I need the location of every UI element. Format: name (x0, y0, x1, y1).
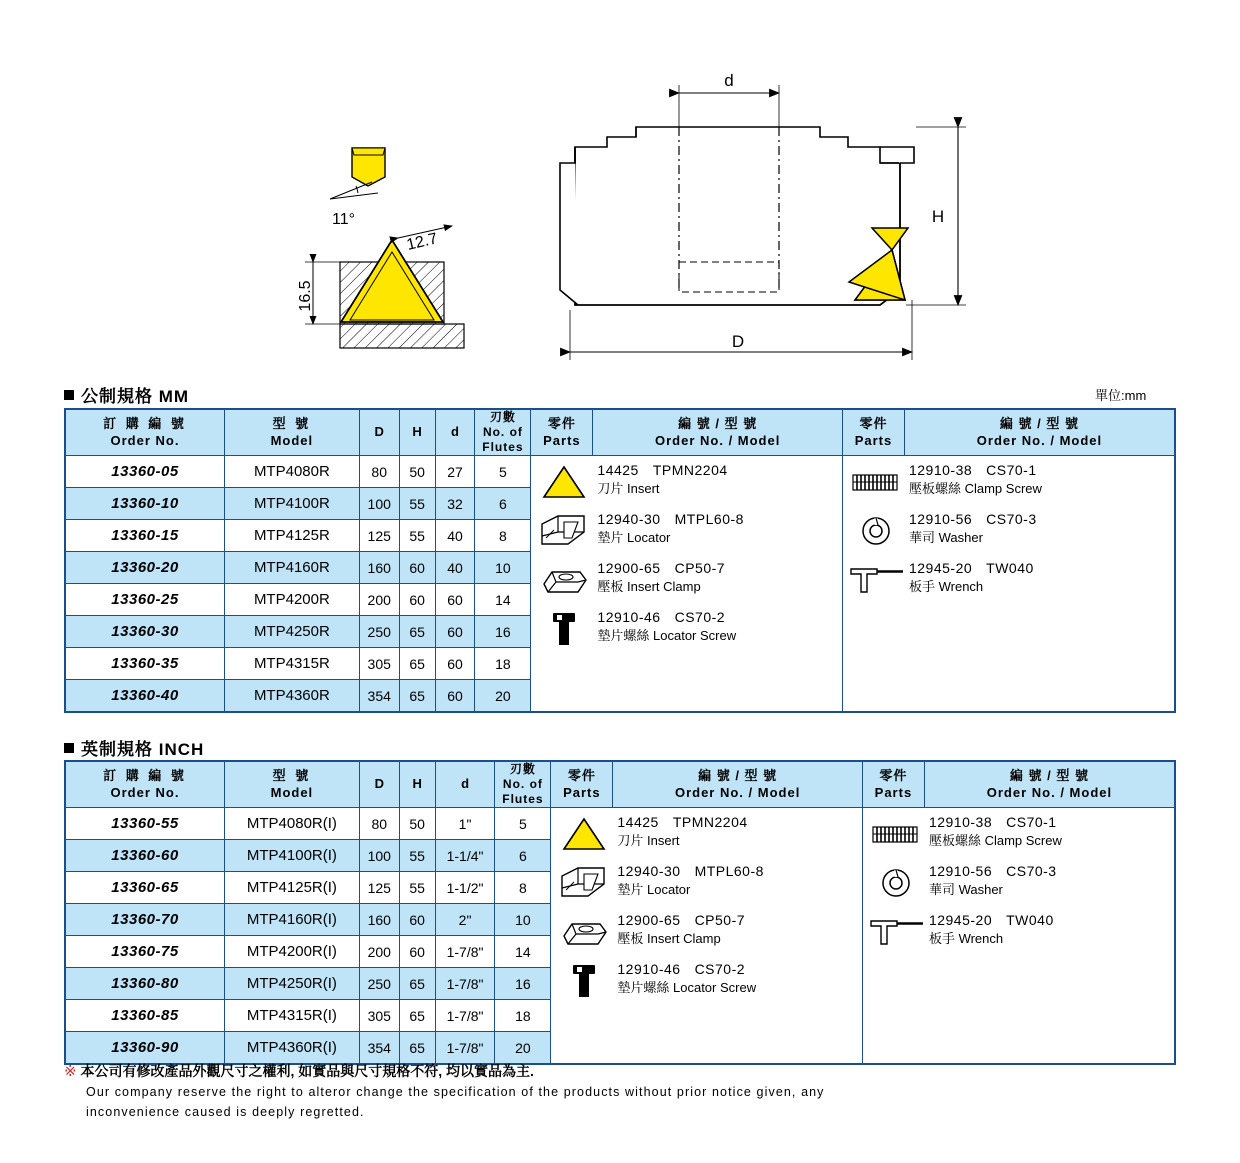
cell-order-no: 13360-35 (65, 648, 225, 680)
cell-order-no: 13360-20 (65, 552, 225, 584)
svg-text:12.7: 12.7 (405, 230, 440, 254)
cell-model: MTP4080R(I) (225, 808, 360, 840)
cell-d: 1-7/8" (435, 968, 495, 1000)
cell-flutes: 20 (495, 1032, 551, 1065)
part-desc: 壓板 Insert Clamp (597, 579, 701, 594)
part-entry (867, 814, 1170, 854)
cell-model: MTP4315R(I) (225, 1000, 360, 1032)
triangle-insert-icon (555, 814, 613, 854)
cell-H: 65 (399, 1032, 435, 1065)
note-english-line2: inconvenience caused is deeply regretted. (86, 1104, 365, 1119)
cell-model: MTP4100R(I) (225, 840, 360, 872)
part-code: 12910-56 CS70-3 (928, 863, 1057, 879)
th-ordermodel-right: 編 號 / 型 號 Order No. / Model (904, 409, 1175, 456)
table-row (65, 808, 1175, 840)
part-desc: 壓板 Insert Clamp (617, 931, 721, 946)
metric-section-heading (64, 382, 189, 407)
cell-H: 60 (399, 584, 435, 616)
cell-flutes: 14 (495, 936, 551, 968)
cell-model: MTP4250R (225, 616, 360, 648)
part-desc: 墊片 Locator (597, 530, 671, 545)
clamp-icon (535, 560, 593, 600)
clamp-icon (555, 912, 613, 952)
svg-text:16.5: 16.5 (297, 280, 314, 312)
th-D: D (359, 761, 399, 808)
cell-d: 1-1/4" (435, 840, 495, 872)
th-order-no: 訂 購 編 號 Order No. (65, 409, 225, 456)
cell-D: 160 (359, 904, 399, 936)
th-model: 型 號 Model (225, 409, 360, 456)
part-code: 12910-56 CS70-3 (908, 511, 1037, 527)
th-parts-left: 零件 Parts (531, 409, 593, 456)
part-desc: 壓板螺絲 Clamp Screw (928, 833, 1062, 848)
cell-order-no: 13360-85 (65, 1000, 225, 1032)
cell-order-no: 13360-30 (65, 616, 225, 648)
cell-d: 27 (435, 456, 475, 488)
insert-detail-top (352, 148, 385, 186)
cell-d: 60 (435, 616, 475, 648)
th-flutes: 刃數 No. of Flutes (475, 409, 531, 456)
cell-H: 65 (399, 616, 435, 648)
part-desc: 墊片螺絲 Locator Screw (597, 628, 737, 643)
cell-model: MTP4200R(I) (225, 936, 360, 968)
part-entry (847, 560, 1170, 600)
cell-flutes: 14 (475, 584, 531, 616)
th-ordermodel-right: 編 號 / 型 號 Order No. / Model (924, 761, 1175, 808)
cell-d: 1" (435, 808, 495, 840)
cell-H: 50 (399, 456, 435, 488)
cell-D: 305 (359, 648, 399, 680)
locator-screw-icon (555, 961, 613, 1001)
cell-H: 60 (399, 904, 435, 936)
clamp-screw-icon (847, 462, 905, 502)
th-parts-right: 零件 Parts (862, 761, 924, 808)
cell-order-no: 13360-80 (65, 968, 225, 1000)
cell-flutes: 10 (475, 552, 531, 584)
cell-flutes: 5 (475, 456, 531, 488)
th-d: d (435, 761, 495, 808)
th-d: d (435, 409, 475, 456)
table-row (65, 456, 1175, 488)
metric-heading-text: 公制規格 MM (81, 387, 190, 406)
cell-order-no: 13360-15 (65, 520, 225, 552)
parts-list-left (551, 808, 863, 1065)
part-desc: 刀片 Insert (617, 833, 680, 848)
parts-list-right (842, 456, 1175, 713)
part-code: 12940-30 MTPL60-8 (617, 863, 764, 879)
cell-flutes: 18 (475, 648, 531, 680)
cell-H: 50 (399, 808, 435, 840)
cell-model: MTP4080R (225, 456, 360, 488)
cell-d: 40 (435, 520, 475, 552)
cell-D: 80 (359, 808, 399, 840)
cell-H: 65 (399, 648, 435, 680)
th-D: D (359, 409, 399, 456)
cell-d: 32 (435, 488, 475, 520)
wrench-icon (867, 912, 925, 952)
th-order-no: 訂 購 編 號 Order No. (65, 761, 225, 808)
cell-D: 125 (359, 520, 399, 552)
svg-text:H: H (931, 207, 945, 226)
cell-H: 65 (399, 680, 435, 713)
part-code: 12910-46 CS70-2 (617, 961, 746, 977)
part-entry (847, 462, 1170, 502)
cell-d: 1-7/8" (435, 936, 495, 968)
th-ordermodel-left: 編 號 / 型 號 Order No. / Model (593, 409, 843, 456)
part-code: 12900-65 CP50-7 (617, 912, 746, 928)
cell-order-no: 13360-75 (65, 936, 225, 968)
cell-d: 60 (435, 680, 475, 713)
cell-flutes: 10 (495, 904, 551, 936)
inch-heading-text: 英制規格 INCH (81, 740, 205, 759)
part-desc: 刀片 Insert (597, 481, 660, 496)
unit-note: 單位:mm (1095, 388, 1147, 403)
wrench-icon (847, 560, 905, 600)
cell-order-no: 13360-60 (65, 840, 225, 872)
triangle-insert-icon (535, 462, 593, 502)
th-ordermodel-left: 編 號 / 型 號 Order No. / Model (613, 761, 863, 808)
part-desc: 墊片 Locator (617, 882, 691, 897)
note-star: ※ (64, 1063, 77, 1080)
cell-D: 100 (359, 840, 399, 872)
cell-order-no: 13360-70 (65, 904, 225, 936)
part-entry (555, 814, 858, 854)
part-code: 12940-30 MTPL60-8 (597, 511, 744, 527)
bullet-square (64, 743, 74, 753)
part-entry (535, 560, 838, 600)
cell-H: 55 (399, 488, 435, 520)
cell-model: MTP4160R (225, 552, 360, 584)
part-desc: 華司 Washer (908, 530, 983, 545)
washer-icon (847, 511, 905, 551)
cell-model: MTP4360R (225, 680, 360, 713)
part-code: 12910-38 CS70-1 (908, 462, 1037, 478)
th-flutes: 刃數 No. of Flutes (495, 761, 551, 808)
cell-flutes: 16 (495, 968, 551, 1000)
cell-D: 80 (359, 456, 399, 488)
cell-H: 55 (399, 520, 435, 552)
part-entry (555, 863, 858, 903)
part-entry (555, 961, 858, 1001)
bullet-square (64, 390, 74, 400)
part-code: 14425 TPMN2204 (597, 462, 728, 478)
cell-D: 354 (359, 1032, 399, 1065)
cell-d: 1-1/2" (435, 872, 495, 904)
cell-d: 1-7/8" (435, 1000, 495, 1032)
note-english-line1: Our company reserve the right to alteror change the specification of the products without prior notice given, any (86, 1085, 825, 1100)
cell-H: 65 (399, 968, 435, 1000)
cell-D: 250 (359, 616, 399, 648)
cell-H: 60 (399, 936, 435, 968)
th-parts-left: 零件 Parts (551, 761, 613, 808)
part-code: 12910-46 CS70-2 (597, 609, 726, 625)
cell-flutes: 8 (475, 520, 531, 552)
part-entry (535, 462, 838, 502)
part-entry (847, 511, 1170, 551)
part-desc: 板手 Wrench (928, 931, 1004, 946)
cell-flutes: 6 (495, 840, 551, 872)
cell-flutes: 5 (495, 808, 551, 840)
technical-diagram (0, 0, 1240, 375)
cell-D: 200 (359, 584, 399, 616)
metric-spec-table (64, 408, 1176, 713)
cell-D: 250 (359, 968, 399, 1000)
cell-D: 200 (359, 936, 399, 968)
clamp-screw-icon (867, 814, 925, 854)
cell-d: 60 (435, 584, 475, 616)
cell-order-no: 13360-65 (65, 872, 225, 904)
part-entry (867, 863, 1170, 903)
cell-flutes: 6 (475, 488, 531, 520)
cell-model: MTP4250R(I) (225, 968, 360, 1000)
cell-model: MTP4160R(I) (225, 904, 360, 936)
part-desc: 墊片螺絲 Locator Screw (617, 980, 757, 995)
parts-list-right (862, 808, 1175, 1065)
cell-D: 354 (359, 680, 399, 713)
cell-model: MTP4315R (225, 648, 360, 680)
part-code: 12945-20 TW040 (908, 560, 1034, 576)
part-code: 14425 TPMN2204 (617, 814, 748, 830)
cell-D: 305 (359, 1000, 399, 1032)
part-entry (555, 912, 858, 952)
svg-text:D: D (731, 332, 745, 351)
part-code: 12910-38 CS70-1 (928, 814, 1057, 830)
part-desc: 壓板螺絲 Clamp Screw (908, 481, 1042, 496)
inch-spec-table (64, 760, 1176, 1065)
parts-list-left (531, 456, 843, 713)
part-code: 12900-65 CP50-7 (597, 560, 726, 576)
cell-model: MTP4125R(I) (225, 872, 360, 904)
cell-order-no: 13360-10 (65, 488, 225, 520)
cell-D: 125 (359, 872, 399, 904)
part-desc: 華司 Washer (928, 882, 1003, 897)
cell-model: MTP4100R (225, 488, 360, 520)
cell-model: MTP4125R (225, 520, 360, 552)
cell-order-no: 13360-90 (65, 1032, 225, 1065)
cell-H: 60 (399, 552, 435, 584)
cell-D: 160 (359, 552, 399, 584)
locator-icon (555, 863, 613, 903)
cell-order-no: 13360-40 (65, 680, 225, 713)
washer-icon (867, 863, 925, 903)
cell-flutes: 20 (475, 680, 531, 713)
disclaimer-note (64, 1060, 1194, 1122)
cell-order-no: 13360-55 (65, 808, 225, 840)
part-entry (867, 912, 1170, 952)
cell-flutes: 16 (475, 616, 531, 648)
cell-flutes: 8 (495, 872, 551, 904)
part-entry (535, 511, 838, 551)
cell-order-no: 13360-25 (65, 584, 225, 616)
cell-D: 100 (359, 488, 399, 520)
th-H: H (399, 409, 435, 456)
th-model: 型 號 Model (225, 761, 360, 808)
cell-d: 1-7/8" (435, 1032, 495, 1065)
cell-H: 55 (399, 840, 435, 872)
th-parts-right: 零件 Parts (842, 409, 904, 456)
part-entry (535, 609, 838, 649)
part-desc: 板手 Wrench (908, 579, 984, 594)
th-H: H (399, 761, 435, 808)
cell-order-no: 13360-05 (65, 456, 225, 488)
part-code: 12945-20 TW040 (928, 912, 1054, 928)
svg-text:d: d (724, 71, 734, 90)
cell-H: 65 (399, 1000, 435, 1032)
locator-icon (535, 511, 593, 551)
locator-screw-icon (535, 609, 593, 649)
cell-flutes: 18 (495, 1000, 551, 1032)
cell-d: 40 (435, 552, 475, 584)
cell-H: 55 (399, 872, 435, 904)
cell-d: 60 (435, 648, 475, 680)
note-chinese: 本公司有修改產品外觀尺寸之權利, 如實品與尺寸規格不符, 均以實品為主. (80, 1063, 534, 1079)
cell-model: MTP4200R (225, 584, 360, 616)
svg-text:11°: 11° (332, 211, 356, 228)
cell-model: MTP4360R(I) (225, 1032, 360, 1065)
inch-section-heading (64, 735, 204, 760)
cell-d: 2" (435, 904, 495, 936)
